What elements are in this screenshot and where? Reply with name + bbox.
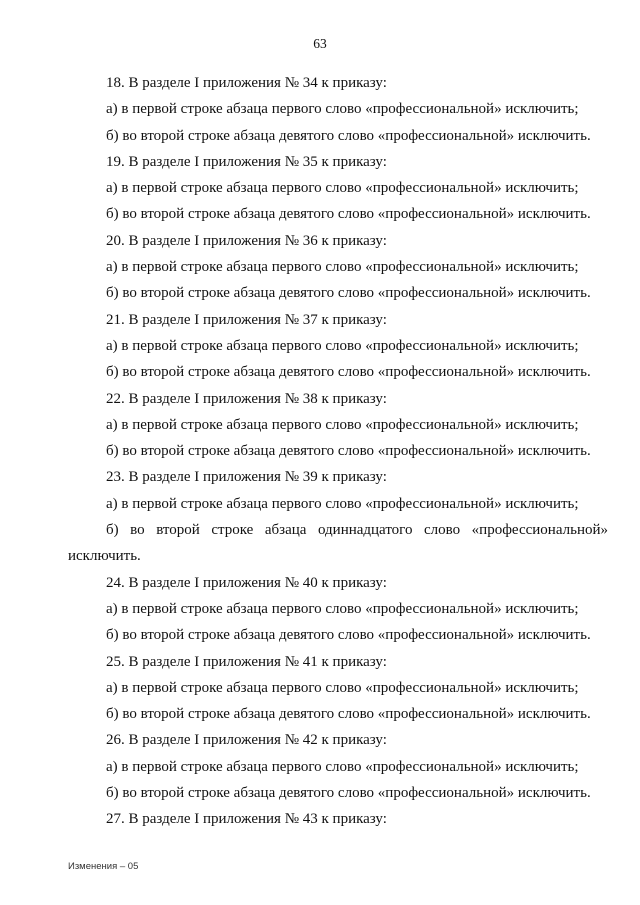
paragraph: а) в первой строке абзаца первого слово «профессиональной» исключить; [106,101,579,118]
wrapped-paragraph [68,517,608,570]
paragraph: 20. В разделе I приложения № 36 к приказу: [106,232,387,249]
paragraph: б) во второй строке абзаца девятого слово «профессиональной» исключить. [106,706,591,723]
paragraph: а) в первой строке абзаца первого слово «профессиональной» исключить; [106,679,579,696]
paragraph: 27. В разделе I приложения № 43 к приказу: [106,811,387,828]
paragraph: б) во второй строке абзаца девятого слово «профессиональной» исключить. [106,443,591,460]
paragraph: 18. В разделе I приложения № 34 к приказу: [106,75,387,91]
paragraph: а) в первой строке абзаца первого слово «профессиональной» исключить; [106,600,579,617]
paragraph: 19. В разделе I приложения № 35 к приказу: [106,153,387,170]
paragraph: а) в первой строке абзаца первого слово «профессиональной» исключить; [106,337,579,354]
paragraph: б) во второй строке абзаца девятого слово «профессиональной» исключить. [106,364,591,381]
paragraph: б) во второй строке абзаца девятого слово «профессиональной» исключить. [106,127,591,144]
paragraph: а) в первой строке абзаца первого слово «профессиональной» исключить; [106,259,579,276]
paragraph: 21. В разделе I приложения № 37 к приказу: [106,311,387,328]
paragraph: а) в первой строке абзаца первого слово «профессиональной» исключить; [106,495,579,512]
paragraph: 25. В разделе I приложения № 41 к приказу: [106,653,387,670]
paragraph: а) в первой строке абзаца первого слово «профессиональной» исключить; [106,180,579,197]
paragraph: б) во второй строке абзаца девятого слово «профессиональной» исключить. [106,285,591,302]
paragraph: б) во второй строке абзаца девятого слово «профессиональной» исключить. [106,627,591,644]
page-number: 63 [313,36,327,51]
paragraph: а) в первой строке абзаца первого слово «профессиональной» исключить; [106,416,579,433]
paragraph: б) во второй строке абзаца девятого слово «профессиональной» исключить. [106,785,591,802]
paragraph: 26. В разделе I приложения № 42 к приказу: [106,732,387,749]
paragraph: 22. В разделе I приложения № 38 к приказу: [106,390,387,407]
paragraph: 24. В разделе I приложения № 40 к приказу: [106,574,387,591]
footer-revision-note: Изменения – 05 [68,861,139,872]
paragraph: а) в первой строке абзаца первого слово «профессиональной» исключить; [106,758,579,775]
wrapped-paragraph-continuation: исключить. [68,548,141,565]
paragraph: б) во второй строке абзаца девятого слово «профессиональной» исключить. [106,206,591,223]
paragraph: 23. В разделе I приложения № 39 к приказу: [106,469,387,486]
document-body [68,70,608,833]
wrapped-paragraph-first-line: б) во второй строке абзаца одиннадцатого слово «профессиональной» [106,522,608,539]
